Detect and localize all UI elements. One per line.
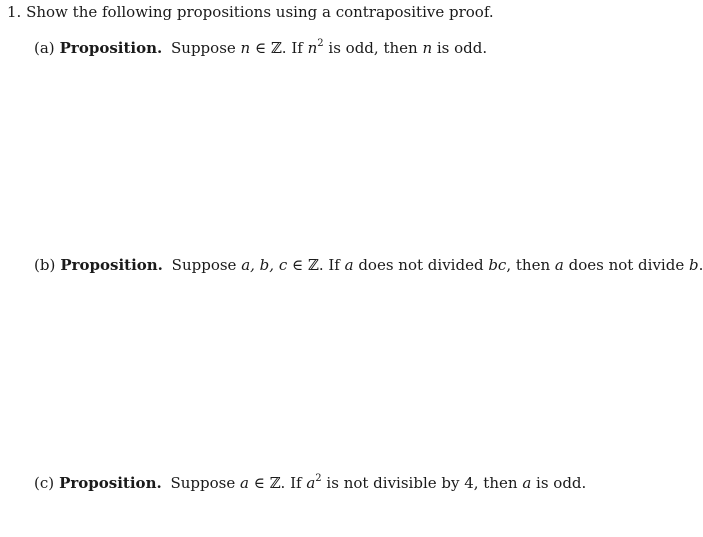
part-a (34, 38, 487, 58)
question-instruction: Show the following propositions using a contrapositive proof. (26, 3, 494, 21)
part-c-text-3: is not divisible by 4, then (321, 474, 523, 492)
part-b-var-bc: bc (488, 256, 507, 274)
part-c-text-1: Suppose (165, 474, 240, 492)
part-a-heading: Proposition. (59, 39, 163, 57)
part-a-text-4: is odd. (432, 39, 488, 57)
part-a-var-n-1: n (240, 39, 251, 57)
part-b-text-1: Suppose (166, 256, 242, 274)
part-c-heading: Proposition. (59, 474, 162, 492)
question-header (7, 2, 494, 22)
part-c-var-a-1: a (240, 474, 249, 492)
part-a-var-n-2: n (307, 39, 318, 57)
part-a-text-2: ∈ ℤ. If (250, 39, 308, 57)
part-c-label: (c) (34, 474, 55, 492)
part-b-vars: a, b, c (241, 256, 288, 274)
part-b-label: (b) (34, 256, 56, 274)
part-b-heading: Proposition. (60, 256, 163, 274)
part-a-text-1: Suppose (166, 39, 241, 57)
question-number: 1. (7, 3, 22, 21)
part-b-var-a-2: a (554, 256, 564, 274)
part-b-var-a-1: a (344, 256, 354, 274)
part-a-text-3: is odd, then (323, 39, 423, 57)
part-c (34, 473, 586, 493)
part-b (34, 255, 703, 275)
part-b-text-3: does not divided (353, 256, 489, 274)
part-a-label: (a) (34, 39, 55, 57)
part-c-text-2: ∈ ℤ. If (248, 474, 307, 492)
part-b-text-6: . (698, 256, 703, 274)
part-b-text-5: does not divide (563, 256, 689, 274)
part-c-exponent: 2 (315, 473, 322, 484)
part-b-text-4: , then (506, 256, 555, 274)
part-a-exponent: 2 (317, 38, 324, 49)
part-b-text-2: ∈ ℤ. If (287, 256, 345, 274)
part-c-text-4: is odd. (531, 474, 587, 492)
part-c-var-a-3: a (522, 474, 532, 492)
part-c-var-a-2: a (306, 474, 316, 492)
part-a-var-n-3: n (422, 39, 433, 57)
part-b-var-b: b (688, 256, 699, 274)
